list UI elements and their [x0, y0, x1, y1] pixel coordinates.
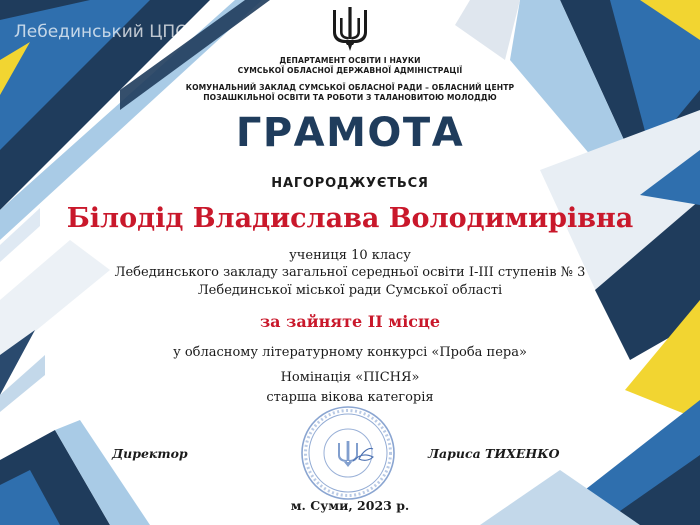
- right-top-grey-panel: [455, 0, 520, 60]
- place-text: за зайняте ІІ місце: [259, 312, 441, 331]
- watermark: Лебединський ЦПО: [14, 22, 189, 42]
- description-line-1: учениця 10 класу: [289, 248, 411, 263]
- awarded-label: НАГОРОДЖУЄТЬСЯ: [271, 176, 429, 191]
- trident-icon: [330, 6, 370, 52]
- signature-name: Лариса ТИХЕНКО: [428, 446, 560, 461]
- description-line-2: Лебединського закладу загальної середньої освіти І-ІІІ ступенів № 3: [114, 265, 586, 280]
- nomination-text: Номінація «ПІСНЯ»: [280, 370, 420, 385]
- recipient-name: Білодід Владислава Володимирівна: [66, 203, 634, 234]
- contest-text: у обласному літературному конкурсі «Проба пера»: [173, 345, 527, 360]
- department-line-1: ДЕПАРТАМЕНТ ОСВІТИ І НАУКИ: [279, 56, 421, 65]
- description-line-3: Лебединської міської ради Сумської області: [197, 283, 503, 298]
- department-line-2: СУМСЬКОЇ ОБЛАСНОЇ ДЕРЖАВНОЇ АДМІНІСТРАЦІЇ: [237, 66, 463, 75]
- institution-line-1: КОМУНАЛЬНИЙ ЗАКЛАД СУМСЬКОЇ ОБЛАСНОЇ РАДИ – ОБЛАСНИЙ ЦЕНТР: [185, 83, 515, 92]
- signature-position: Директор: [112, 446, 188, 461]
- official-seal-stamp: [298, 403, 398, 503]
- certificate-title: ГРАМОТА: [235, 110, 465, 156]
- place-and-date: м. Суми, 2023 р.: [290, 498, 410, 513]
- institution-line-2: ПОЗАШКІЛЬНОЇ ОСВІТИ ТА РОБОТИ З ТАЛАНОВИТОЮ МОЛОДДЮ: [203, 93, 497, 102]
- category-text: старша вікова категорія: [266, 390, 434, 405]
